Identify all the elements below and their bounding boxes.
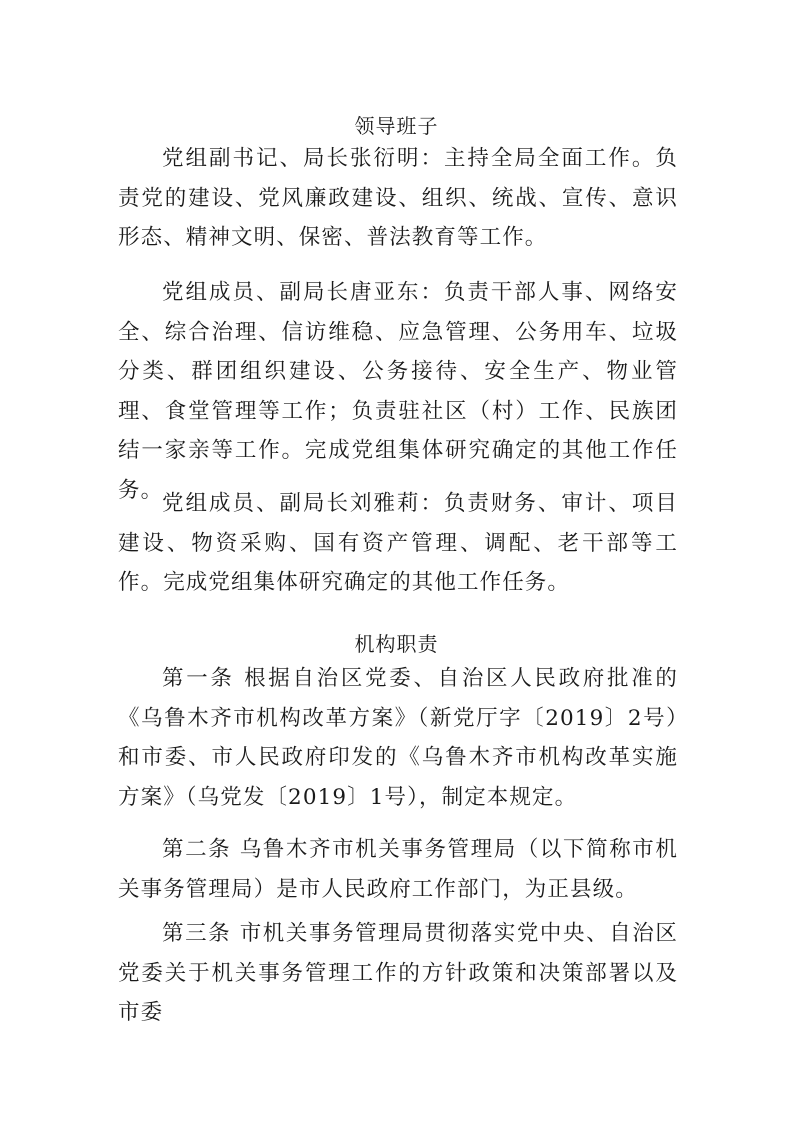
- paragraph-article-1: 第一条 根据自治区党委、自治区人民政府批准的《乌鲁木齐市机构改革方案》（新党厅字〔2019〕2号）和市委、市人民政府印发的《乌鲁木齐市机构改革实施方案》（乌党发〔2019〕1号），制定本规定。: [118, 666, 678, 810]
- paragraph-article-2: 第二条 乌鲁木齐市机关事务管理局（以下简称市机关事务管理局）是市人民政府工作部门，为正县级。: [118, 837, 678, 902]
- section-title-leadership: 领导班子: [354, 114, 439, 138]
- section-title-duties: 机构职责: [354, 632, 439, 656]
- paragraph-leader-1: 党组副书记、局长张衍明：主持全局全面工作。负责党的建设、党风廉政建设、组织、统战、宣传、意识形态、精神文明、保密、普法教育等工作。: [118, 146, 678, 250]
- paragraph-leader-2: 党组成员、副局长唐亚东：负责干部人事、网络安全、综合治理、信访维稳、应急管理、公务用车、垃圾分类、群团组织建设、公务接待、安全生产、物业管理、食堂管理等工作；负责驻社区（村）工作、民族团结一家亲等工作。完成党组集体研究确定的其他工作任务。: [118, 280, 678, 503]
- paragraph-leader-3: 党组成员、副局长刘雅莉：负责财务、审计、项目建设、物资采购、国有资产管理、调配、老干部等工作。完成党组集体研究确定的其他工作任务。: [118, 491, 678, 595]
- paragraph-article-3: 第三条 市机关事务管理局贯彻落实党中央、自治区党委关于机关事务管理工作的方针政策和决策部署以及市委: [118, 921, 678, 1025]
